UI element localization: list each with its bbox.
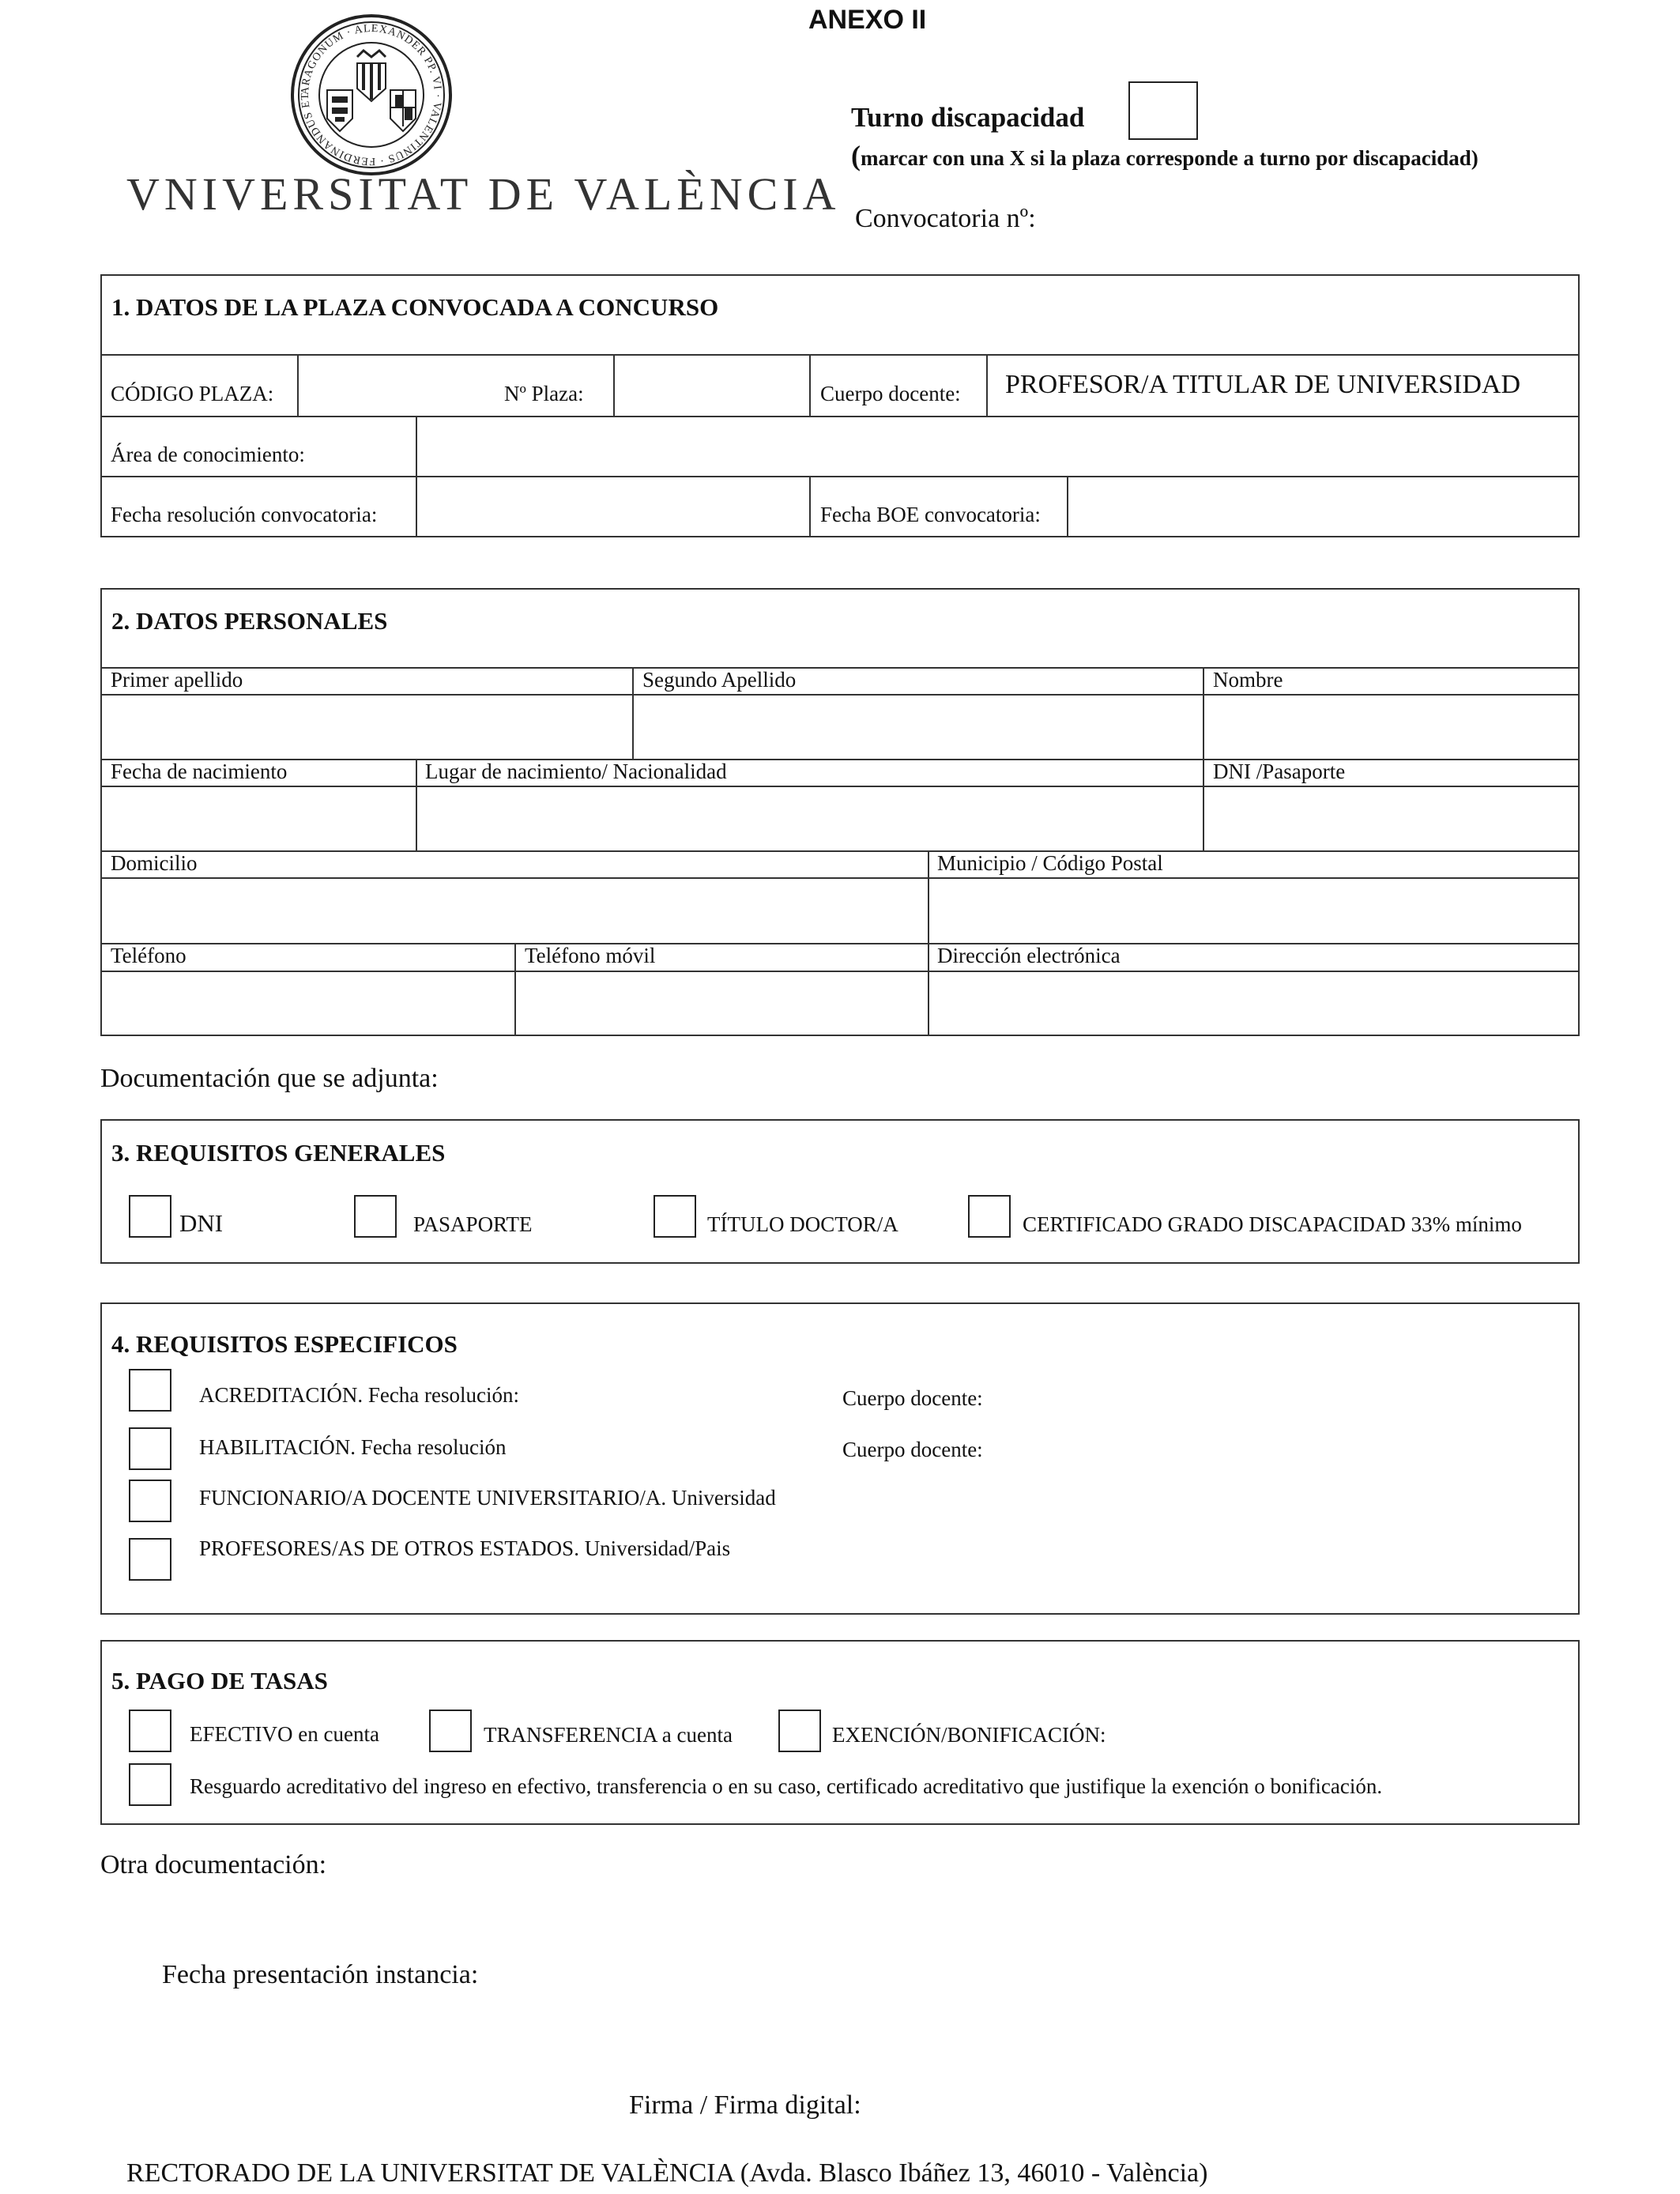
habilitacion-option-label: HABILITACIÓN. Fecha resolución bbox=[199, 1435, 507, 1459]
codigo-plaza-field[interactable] bbox=[299, 356, 493, 414]
otros-estados-option-label: PROFESORES/AS DE OTROS ESTADOS. Universidad/Pais bbox=[199, 1536, 731, 1560]
lugar-nacimiento-field[interactable] bbox=[417, 787, 1201, 849]
pasaporte-checkbox[interactable] bbox=[354, 1195, 397, 1238]
dni-pasaporte-label: DNI /Pasaporte bbox=[1213, 760, 1346, 783]
efectivo-checkbox[interactable] bbox=[129, 1710, 171, 1752]
acreditacion-checkbox[interactable] bbox=[129, 1369, 171, 1412]
domicilio-label: Domicilio bbox=[111, 851, 198, 875]
exencion-option-label: EXENCIÓN/BONIFICACIÓN: bbox=[832, 1723, 1106, 1747]
municipio-label: Municipio / Código Postal bbox=[937, 851, 1163, 875]
efectivo-option-label: EFECTIVO en cuenta bbox=[190, 1722, 379, 1746]
convocatoria-label: Convocatoria nº: bbox=[855, 204, 1036, 233]
primer-apellido-field[interactable] bbox=[102, 696, 631, 757]
fecha-boe-field[interactable] bbox=[1068, 477, 1577, 536]
turno-note-text: marcar con una X si la plaza corresponde a turno por discapacidad) bbox=[861, 146, 1478, 170]
fecha-resolucion-field[interactable] bbox=[417, 477, 808, 536]
lugar-nacimiento-label: Lugar de nacimiento/ Nacionalidad bbox=[425, 760, 727, 783]
area-conocimiento-field[interactable] bbox=[417, 417, 1577, 474]
fecha-resolucion-label: Fecha resolución convocatoria: bbox=[111, 503, 378, 526]
funcionario-option-label: FUNCIONARIO/A DOCENTE UNIVERSITARIO/A. Universidad bbox=[199, 1486, 776, 1510]
transferencia-option-label: TRANSFERENCIA a cuenta bbox=[484, 1723, 733, 1747]
firma-label: Firma / Firma digital: bbox=[629, 2090, 861, 2120]
cuerpo-docente-2-label: Cuerpo docente: bbox=[842, 1438, 983, 1461]
fecha-presentacion-label: Fecha presentación instancia: bbox=[162, 1960, 479, 1989]
num-plaza-label: Nº Plaza: bbox=[504, 382, 584, 405]
section-2-title: 2. DATOS PERSONALES bbox=[111, 607, 388, 635]
segundo-apellido-label: Segundo Apellido bbox=[642, 668, 797, 692]
university-name: VNIVERSITAT DE VALÈNCIA bbox=[126, 168, 841, 220]
certificado-discapacidad-option-label: CERTIFICADO GRADO DISCAPACIDAD 33% mínimo bbox=[1023, 1212, 1522, 1236]
telefono-movil-field[interactable] bbox=[516, 972, 926, 1035]
num-plaza-field[interactable] bbox=[615, 356, 808, 414]
titulo-doctor-checkbox[interactable] bbox=[654, 1195, 696, 1238]
area-conocimiento-label: Área de conocimiento: bbox=[111, 443, 305, 466]
domicilio-field[interactable] bbox=[102, 879, 926, 941]
turno-note-paren: ( bbox=[851, 140, 861, 172]
cuerpo-docente-value[interactable]: PROFESOR/A TITULAR DE UNIVERSIDAD bbox=[1005, 370, 1521, 399]
telefono-label: Teléfono bbox=[111, 944, 186, 967]
primer-apellido-label: Primer apellido bbox=[111, 668, 243, 692]
section-1-title: 1. DATOS DE LA PLAZA CONVOCADA A CONCURSO bbox=[111, 293, 719, 321]
footer-address: RECTORADO DE LA UNIVERSITAT DE VALÈNCIA (Avda. Blasco Ibáñez 13, 46010 - València) bbox=[126, 2158, 1208, 2188]
section-3-title: 3. REQUISITOS GENERALES bbox=[111, 1139, 446, 1167]
fecha-boe-label: Fecha BOE convocatoria: bbox=[820, 503, 1041, 526]
transferencia-checkbox[interactable] bbox=[429, 1710, 472, 1752]
section-5-title: 5. PAGO DE TASAS bbox=[111, 1667, 328, 1695]
acreditacion-option-label: ACREDITACIÓN. Fecha resolución: bbox=[199, 1383, 520, 1407]
resguardo-checkbox[interactable] bbox=[129, 1763, 171, 1806]
titulo-doctor-option-label: TÍTULO DOCTOR/A bbox=[707, 1212, 898, 1236]
exencion-checkbox[interactable] bbox=[778, 1710, 821, 1752]
seal-text: ARAGONUM · ALEXANDER PP. VI · VALENTINUS · FERDINANDUS ET bbox=[299, 22, 444, 168]
cuerpo-docente-label: Cuerpo docente: bbox=[820, 382, 961, 405]
turno-discapacidad-label: Turno discapacidad bbox=[851, 102, 1085, 133]
email-label: Dirección electrónica bbox=[937, 944, 1121, 967]
telefono-movil-label: Teléfono móvil bbox=[525, 944, 656, 967]
telefono-field[interactable] bbox=[102, 972, 513, 1035]
turno-discapacidad-checkbox[interactable] bbox=[1128, 81, 1198, 140]
documentacion-label: Documentación que se adjunta: bbox=[100, 1064, 439, 1093]
dni-option-label: DNI bbox=[179, 1209, 224, 1237]
habilitacion-checkbox[interactable] bbox=[129, 1427, 171, 1470]
fecha-nacimiento-field[interactable] bbox=[102, 787, 414, 849]
otra-documentacion-label: Otra documentación: bbox=[100, 1850, 327, 1879]
convocatoria-field[interactable] bbox=[1051, 202, 1525, 236]
nombre-label: Nombre bbox=[1213, 668, 1283, 692]
nombre-field[interactable] bbox=[1204, 696, 1577, 757]
codigo-plaza-label: CÓDIGO PLAZA: bbox=[111, 382, 274, 405]
municipio-field[interactable] bbox=[929, 879, 1577, 941]
pasaporte-option-label: PASAPORTE bbox=[413, 1212, 533, 1236]
turno-discapacidad-note bbox=[851, 139, 1478, 172]
certificado-discapacidad-checkbox[interactable] bbox=[968, 1195, 1011, 1238]
funcionario-checkbox[interactable] bbox=[129, 1480, 171, 1522]
fecha-nacimiento-label: Fecha de nacimiento bbox=[111, 760, 288, 783]
otros-estados-checkbox[interactable] bbox=[129, 1538, 171, 1581]
section-4-title: 4. REQUISITOS ESPECIFICOS bbox=[111, 1330, 458, 1358]
email-field[interactable] bbox=[929, 972, 1577, 1035]
annex-title: ANEXO II bbox=[808, 5, 927, 35]
fecha-presentacion-field[interactable] bbox=[498, 1957, 893, 1993]
segundo-apellido-field[interactable] bbox=[634, 696, 1201, 757]
dni-checkbox[interactable] bbox=[129, 1195, 171, 1238]
dni-pasaporte-field[interactable] bbox=[1204, 787, 1577, 849]
cuerpo-docente-1-label: Cuerpo docente: bbox=[842, 1386, 983, 1410]
resguardo-option-label: Resguardo acreditativo del ingreso en efectivo, transferencia o en su caso, certificado acreditativo que justifique la exención o bonificación. bbox=[190, 1774, 1383, 1798]
